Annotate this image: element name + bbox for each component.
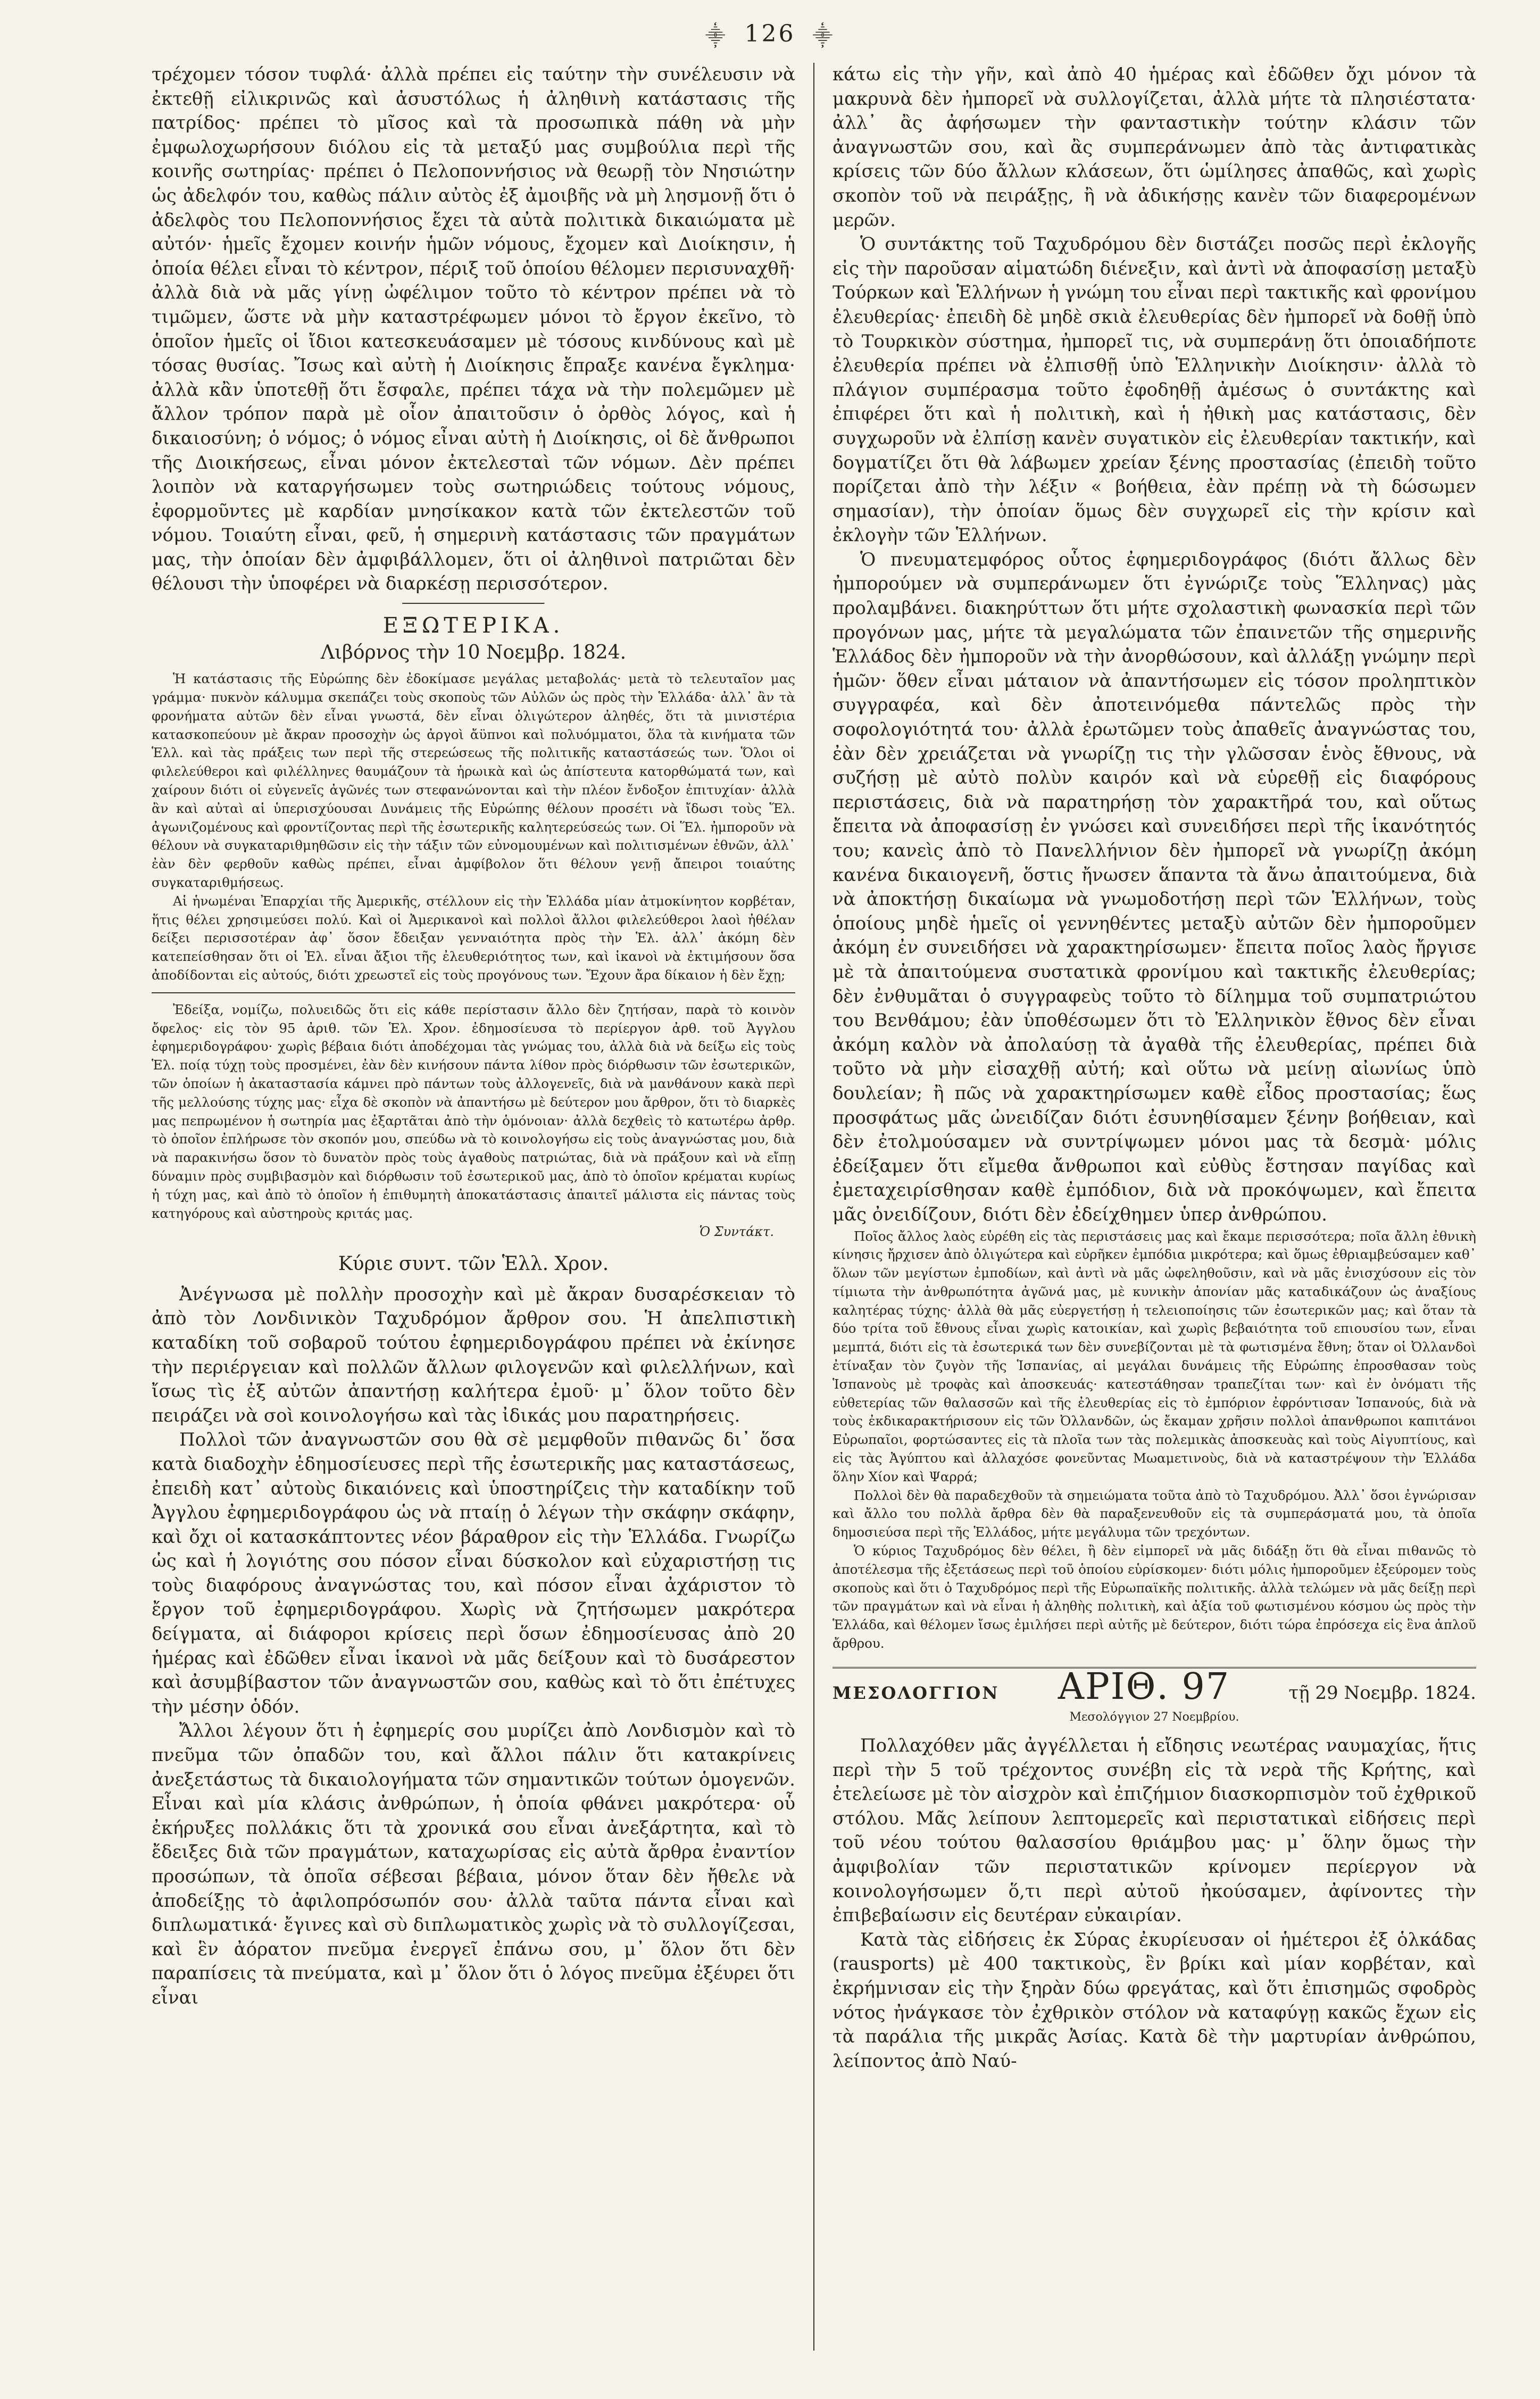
news-paragraph: Κατὰ τὰς εἰδήσεις ἐκ Σύρας ἐκυρίευσαν οἱ ἡμέτεροι ἐξ ὁλκάδας (rausports) μὲ 400 τακτικοὺς, ἓν βρίκι καὶ μίαν κορβέταν, καὶ ἐκρήμνισαν εἰς τὴν ξηρὰν δύω φρεγάτας, καὶ ὅτι ἐπισημῶς σφοδρὸς νότος ἠνάγκασε τὸν ἐχθρικὸν στόλον νὰ καταφύγῃ κακῶς ἔχων εἰς τὰ παράλια τῆς μικρᾶς Ἀσίας. Κατὰ δὲ τὴν μαρτυρίαν ἀνθρώπου, λείποντος ἀπὸ Ναύ- bbox=[833, 1929, 1476, 2072]
foreign-news-paragraph: Αἱ ἡνωμέναι Ἐπαρχίαι τῆς Ἀμερικῆς, στέλλουν εἰς τὴν Ἑλλάδα μίαν ἀτμοκίνητον κορβέταν, ἥτις θέλει χρησιμεύσει πολύ. Καὶ οἱ Ἀμερικανοὶ καὶ πολλοὶ ἄλλοι φιλελεύθεροι λαοὶ ἠθέλαν δείξει περισσοτέραν ἀφ᾽ ὅσον ἔδειξαν γενναιότητα πρὸς τὴν Ἑλ. ἀλλ᾽ ἀκόμη δὲν κατεπείσθησαν ὅτι οἱ Ἑλ. εἶναι ἄξιοι τῆς ἐλευθεριότητος των, καὶ ἱκανοὶ νὰ ἐκτιμήσουν ὅσα ἀποδίδονται εἰς αὐτούς, διότι χρεωστεῖ εἰς τοὺς προγόνους των. Ἔχουν ἄρα δίκαιον ἡ δὲν ἔχῃ; bbox=[152, 893, 795, 983]
letter-paragraph: Πολλοὶ τῶν ἀναγνωστῶν σου θὰ σὲ μεμφθοῦν πιθανῶς δι᾽ ὅσα κατὰ διαδοχὴν ἐδημοσίευσες περὶ τῆς ἐσωτερικῆς μας καταστάσεως, ἐπειδὴ κατ᾽ αὐτοὺς δικαιόνεις καὶ ὑποστηρίζεις τὴν καταδίκην τοῦ Ἀγγλου ἐφημεριδογράφου ὡς νὰ πταίῃ ὁ λέγων τὴν σκάφην σκάφην, καὶ ὄχι οἱ κατασκάπτοντες νέον βάραθρον εἰς τὴν Ἑλλάδα. Γνωρίζω ὡς καὶ ἡ λογιότης σου πόσον εἶναι δύσκολον καὶ εὐχαριστήσῃ τις τοὺς διαφόρους ἀναγνώστας του, καὶ πόσον εἶναι ἀχάριστον τὸ ἔργον τοῦ ἐφημεριδογράφου. Χωρὶς νὰ ζητήσωμεν μακρότερα δείγματα, αἱ διάφοροι κρίσεις περὶ ὅσων ἐδημοσίευσας ἀπὸ 20 ἡμέρας καὶ ἐδῶθεν εἶναι ἱκανοὶ νὰ μᾶς δείξουν καὶ τὸ δυσάρεστον καὶ ἀσυμβίβαστον τῶν ἀναγνωστῶν σου, καθὼς καὶ τὸ ὅτι ἐπέτυχες τὴν μέσην ὁδόν. bbox=[152, 1429, 795, 1717]
page-header bbox=[0, 20, 1540, 57]
dateline: Λιβόρνος τὴν 10 Νοεμβρ. 1824. bbox=[320, 641, 627, 663]
masthead-date: τῇ 29 Νοεμβρ. 1824. bbox=[1288, 1682, 1476, 1704]
divider bbox=[152, 992, 795, 993]
note-paragraph: Ὁ κύριος Ταχυδρόμος δὲν θέλει, ἢ δὲν εἰμπορεῖ νὰ μᾶς διδάξῃ ὅτι θὰ εἶναι πιθανῶς τὸ ἀποτέλεσμα τῆς ἐξετάσεως περὶ τοῦ ὁποίου εὑρίσκομεν· διότι μόλις ἠμποροῦμεν ἐξεύρομεν τοὺς σκοποὺς καὶ ὅτι ὁ Ταχυδρόμος περὶ τῆς Εὐρωπαϊκῆς πολιτικῆς. ἀλλὰ τελώμεν νὰ μᾶς δείξῃ περὶ τῶν πραγμάτων καὶ νὰ εἶναι ἡ ἀληθὴς πολιτικὴ, καὶ ἀξία τοῦ φωτισμένου κόσμου ὡς πρὸς τὴν Ἑλλάδα, καὶ θέλομεν ἴσως ἐμιλήσει περὶ αὐτῆς μὲ δεύτερον, διότι τώρα ἐπρόσεχα εἰς ἓνα ἁπλοῦ ἄρθρου. bbox=[833, 1543, 1476, 1651]
note-paragraph: Ποῖος ἄλλος λαὸς εὑρέθη εἰς τὰς περιστάσεις μας καὶ ἔκαμε περισσότερα; ποῖα ἄλλη ἐθνικὴ κίνησις ἤρχισεν ἀπὸ ὀλιγώτερα καὶ εὑρῆκεν ἐμπόδια μικρότερα; καὶ ὅμως ἐθριαμβεύσαμεν καθ᾽ ὅλων τῶν μεγίστων ἐμποδίων, καὶ ἀντὶ νὰ μᾶς ὠφεληθοῦσιν, καὶ νὰ μᾶς ἐνισχύσουν εἰς τὸν τίμιωτα τὴν ἀνθρωπότητα ἀγῶνά μας, μὲ κυνικὴν ἀπονίαν μᾶς καταδικάζουν ὡς ἀναξίους καλητέρας τύχης· ἀλλὰ θὰ μᾶς εὐεργετήσῃ ἡ τελειοποίησις τῶν ἐσωτερικῶν μας; καὶ ὅταν τὰ δύο τρίτα τοῦ ἔθνους εἶναι χωρὶς κατοικίαν, καὶ χωρὶς βεβαιότητα τοῦ επιουσίου των, εἶναι μεμπτά, διότι εἰς τὰ ἐσωτερικά των δὲν συνεβίζονται μὲ τὰ φωτισμένα ἔθνη; ὅταν οἱ Ὀλλανδοὶ ἐτίναξαν τὸν ζυγὸν τῆς Ἱσπανίας, αἱ μεγάλαι δυνάμεις τῆς Εὐρώπης ἐπροσθασαν τοὺς Ἱσπανοὺς μὲ τροφὰς καὶ ἀποσκευάς· κατεστάθησαν τραπεζίται των· καὶ ἐν ὀνόματι τῆς εὐθετερίας τῶν θαλασσῶν καὶ τῆς ἐλευθερίας εἰς τὸ ἐμπόριον ἐφρόντισαν Ἱσπανούς, διὰ νὰ τοὺς ἐκδικαρακτήρισουν εἰς τῶν Ὀλλανδῶν, ὡς ἔκαμαν χρῆσιν πολλοὶ ἀπανθρωποι καπιτάνοι Εὐρωπαῖοι, φορτώσαντες εἰς τὰ πλοῖα των τὰς πολεμικὰς ἀποσκευὰς καὶ τοὺς Αἰγυπτίους, καὶ εἰς τὰς Ἀγύπτου καὶ ἀλλαχόσε φονεῦντας Μωαμετινοὺς, διὰ νὰ καταστρέψουν τὴν Ἑλλάδα ὅλην Χίον καὶ Ψαρρά; bbox=[833, 1228, 1476, 1484]
foreign-news bbox=[152, 670, 795, 985]
news-paragraph: Πολλαχόθεν μᾶς ἀγγέλλεται ἡ εἴδησις νεωτέρας ναυμαχίας, ἥτις περὶ τὴν 5 τοῦ τρέχοντος συνέβη εἰς τὰ νερὰ τῆς Κρήτης, καὶ ἐτελείωσε μὲ τὸν αἰσχρὸν καὶ ἐπιζήμιον διασκορπισμὸν τοῦ ἐχθρικοῦ στόλου. Μᾶς λείπουν λεπτομερεῖς καὶ περιστατικαὶ εἰδήσεις περὶ τοῦ νέου τούτου θαλασσίου θριάμβου μας· μ᾽ ὅλην ὅμως τὴν ἀμφιβολίαν τῶν περιστατικῶν κρίνομεν περίεργον νὰ κοινολογήσωμεν ὅ,τι περὶ αὐτοῦ ἠκούσαμεν, ἀφίνοντες τὴν ἐπιβεβαίωσιν εἰς δευτέραν εὐκαιρίαν. bbox=[833, 1735, 1476, 1927]
page-number: 126 bbox=[744, 20, 796, 47]
masthead bbox=[833, 1667, 1476, 1706]
masthead-city: ΜΕΣΟΛΟΓΓΙΟΝ bbox=[833, 1682, 1000, 1703]
article-paragraph: Ὁ συντάκτης τοῦ Ταχυδρόμου δὲν διστάζει ποσῶς περὶ ἐκλογῆς εἰς τὴν παροῦσαν αἱματώδη διένεξιν, καὶ ἀντὶ νὰ ἀποφασίσῃ μεταξὺ Τούρκων καὶ Ἑλλήνων ἡ γνώμη του εἶναι περὶ τακτικῆς καὶ φρονίμου ἐλευθερίας· ἐπειδὴ δὲ μηδὲ σκιὰ ἐλευθερίας δὲν ἠμπορεῖ νὰ δοθῇ ὑπὸ τὸ Τουρκικὸν σύστημα, ἠμπορεῖ τις, νὰ συμπεράνῃ ὅτι ὁποιαδήποτε ἐλευθερία πρέπει νὰ ἐλπισθῇ ὑπὸ Ἑλληνικὴν Διοίκησιν· ἀλλὰ τὸ πλάγιον συμπέρασμα τοῦτο ἐφοδηθῇ ἀμέσως ὁ συντάκτης καὶ ἐπιφέρει ὅτι καὶ ἡ πολιτικὴ, καὶ ἡ ἠθικὴ μας κατάστασις, δὲν συγχωροῦν νὰ ἐλπίσῃ κανὲν συγατικὸν εἰς ἐλευθερίαν τακτικήν, καὶ δογματίζει ὅτι θὰ λάβωμεν χρείαν ξένης προστασίας (ἐπειδὴ τοῦτο πορίζεται ἀπὸ τὴν λέξιν « βοήθεια, ἐὰν πρέπῃ νὰ τὴ δώσωμεν σημασίαν), τὴν ὁποίαν ὅμως δὲν συγχωρεῖ εἰς τὴν κρίσιν καὶ ἐκλογὴν τῶν Ἑλλήνων. bbox=[833, 234, 1476, 546]
editorial-note-paragraph: Ἐδείξα, νομίζω, πολυειδῶς ὅτι εἰς κάθε περίστασιν ἄλλο δὲν ζητήσαν, παρὰ τὸ κοινὸν ὄφελος· εἰς τὸν 95 ἀριθ. τῶν Ἑλ. Χρον. ἐδημοσίευσα τὸ περίεργον ἀρθ. τοῦ Ἀγγλου ἐφημεριδογράφου· χωρὶς βέβαια διότι ἀποδέχομαι τὰς γνώμας του, ἀλλὰ διὰ νὰ δείξω εἰς τοὺς Ἑλ. ποίᾳ τύχῃ τοὺς προσμένει, ἐὰν δὲν κινήσουν πάντα λίθον πρὸς διόρθωσιν τῶν ἐσωτερικῶν, τῶν ὁποίων ἡ ἀκαταστασία κάμνει πρὸ πάντων τοὺς ἀλλογενεῖς, διὰ νὰ μανθάνουν κακὰ περὶ τῆς μελλούσης τύχης μας· εἶχα δὲ σκοπὸν νὰ ἀπαντήσω μὲ δεύτερον μου ἄρθρον, ὅτι τὸ διαρκὲς μας πεπρωμένον ἡ σωτηρία μας ἐξαρτᾶται ἀπὸ τὴν ὁμόνοιαν· ἀλλὰ δεχθεὶς τὸ κατωτέρω ἀρθρ. τὸ ὁποῖον ἐπλήρωσε τὸν σκοπόν μου, σπεύδω νὰ τὸ κοινολογήσω εἰς τοὺς ἀναγνώστας μου, διὰ νὰ παρακινήσω ὅσον τὸ δυνατὸν πρὸς τοὺς ἀγαθοὺς πατριώτας, διὰ νὰ πράξουν καὶ νὰ εἴπῃ δύναμιν πρὸς συμβιβασμὸν καὶ διόρθωσιν τοῦ ἐσωτερικοῦ μας, ἀπὸ τὸ ὁποῖον κρέμαται κυρίως ἡ τύχη μας, καὶ ἀπὸ τὸ ὁποῖον ἡ ἐπιθυμητὴ ἀποκατάστασις ἀπαιτεῖ μάλιστα εἰς πάντας τοὺς κατηγόρους καὶ αὐστηροὺς κριτάς μας. bbox=[152, 1001, 795, 1221]
editorial-note bbox=[152, 1001, 795, 1241]
masthead-subtitle: Μεσολόγγιον 27 Νοεμβρίου. bbox=[1069, 1711, 1239, 1724]
section-title: ΕΞΩΤΕΡΙΚΑ. bbox=[382, 613, 564, 638]
left-column bbox=[152, 63, 795, 2011]
foreign-news-paragraph: Ἡ κατάστασις τῆς Εὐρώπης δὲν ἐδοκίμασε μεγάλας μεταβολάς· μετὰ τὸ τελευταῖον μας γράμμα· πυκνὸν κάλυμμα σκεπάζει τοὺς σκοποὺς τῶν Αὐλῶν ὡς πρὸς τὴν Ἑλλάδα· ἀλλ᾽ ἂν τὰ φρονήματα αὐτῶν δὲν εἶναι γνωστά, δὲν εἶναι ὀλιγώτερον ἀληθές, ὅτι τὰ μινιστέρια κατασκοπεύουν μὲ ἄκραν προσοχὴν ὡς ἀργοὶ ἄϋπνοι καὶ πολυόμματοι, ὅλα τὰ κινήματα τῶν Ἑλλ. καὶ τὰς πράξεις των περὶ τῆς στερεώσεως τῆς πολιτικῆς καταστάσεώς των. Ὅλοι οἱ φιλελεύθεροι καὶ φιλέλληνες θαυμάζουν τὰ ἡρωικὰ καὶ ὡς ἀπίστευτα κατορθώματά των, καὶ χαίρουν διότι οἱ εὐγενεῖς ἀγῶνές των στεφανώνονται καὶ τὴν πλέον ἔνδοξον ἐπιτυχίαν· ἀλλὰ ἂν καὶ αὐταὶ αἱ ὑπερισχύουσαι Δυνάμεις τῆς Εὐρώπης θέλουν προσέτι νὰ ἴδωσι τοὺς Ἕλ. ἀγωνιζομένους καὶ φροντίζοντας περὶ τῆς ἐσωτερικῆς καλητερεύσεώς των. Οἱ Ἕλ. ἠμποροῦν νὰ θέλουν νὰ συγκαταριθμηθῶσιν εἰς τὴν τάξιν τῶν εὐνομουμένων καὶ πολιτισμένων ἐθνῶν, ἀλλ᾽ ἐὰν δὲν φερθοῦν καθὼς πρέπει, εἶναι ἀμφίβολον ὅτι θέλουν γενῇ ἄπειροι τοιαύτης συγκαταριθμήσεως. bbox=[152, 671, 795, 891]
letter-paragraph: Ἄλλοι λέγουν ὅτι ἡ ἐφημερίς σου μυρίζει ἀπὸ Λονδισμὸν καὶ τὸ πνεῦμα τῶν ὀπαδῶν του, καὶ ἄλλοι πάλιν ὅτι κατακρίνεις ἀνεξετάστως τὰ δικαιολογήματα τῶν σημαντικῶν τούτων ὁμογενῶν. Εἶναι καὶ μία κλάσις ἀνθρώπων, ἡ ὁποία φθάνει μακρότερα· οὗ ἐκήρυξες πολλάκις ὅτι τὰ χρονικά σου εἶναι ἀνεξάρτητα, καὶ τὸ ἔδειξες διὰ τῶν πραγμάτων, καταχωρίσας εἰς αὐτὰ ἄρθρα ἐναντίον προσώπων, τὰ ὁποῖα σέβεσαι βέβαια, μόνον ὅταν δὲν ἤθελε νὰ ἀποδείξῃς τὸ ἀφιλοπρόσωπόν σου· ἀλλὰ ταῦτα πάντα εἶναι καὶ διπλωματικά· ἔγινες καὶ σὺ διπλωματικὸς χωρὶς νὰ τὸ συλλογίζεσαι, καὶ ἓν ἀόρατον πνεῦμα ἐνεργεῖ ἐπάνω σου, μ᾽ ὅλον ὅτι δὲν παραπίσεις τὰ πνεύματα, καὶ μ᾽ ὅλον ὅτι ὁ λόγος πνεῦμα ἐξέυρει ὅτι εἶναι bbox=[152, 1720, 795, 2008]
article-paragraph: Ὁ πνευματεμφόρος οὗτος ἐφημεριδογράφος (διότι ἄλλως δὲν ἠμπορούμεν νὰ συμπεράνωμεν ὅτι ἐγνώριζε τοὺς Ἕλληνας) μὰς προλαμβάνει. διακηρύττων ὅτι μήτε σχολαστικὴ φωνασκία περὶ τῶν προγόνων μας, μήτε τὰ μεγαλώματα τῶν ἐπαινετῶν τῆς σημερινῆς Ἑλλάδος δὲν ἠμποροῦν νὰ τὴν ἀνορθώσουν, καὶ ἀλλάξῃ γνώμην περὶ ἡμῶν· ὅθεν εἶναι μάταιον νὰ ἀπαντήσωμεν εἰς τόσον προληπτικὸν συγγραφέα, καὶ δὲν ἀποτεινόμεθα πάντελῶς πρὸς τὴν σοφολογιότητά του· ἀλλὰ ἐρωτῶμεν τοὺς ἀπαθεῖς ἀναγνώστας του, ἐὰν δὲν χρειάζεται νὰ γνωρίζῃ τις τὴν γλῶσσαν ἑνὸς ἔθνους, νὰ συζήσῃ μὲ αὐτὸ πολὺν καιρόν καὶ νὰ εὑρεθῇ εἰς διαφόρους περιστάσεις, διὰ νὰ παρατηρήσῃ τὸν χαρακτῆρά του, καὶ οὕτως ἔπειτα νὰ ἀποφασίσῃ ἐν γνώσει καὶ συνειδήσει περὶ τῆς ἱκανότητός του; κανεὶς ἀπὸ τὸ Πανελλήνιον δὲν ἠμπορεῖ νὰ γνωρίζῃ ἀκόμη κανένα δικαιογενῆ, ὅστις ἤνωσεν ἅπαντα τὰ ἄνω ἀπαιτούμενα, διὰ νὰ ἀποκτήσῃ δικαίωμα νὰ γνωμοδοτήσῃ περὶ τῶν Ἑλλήνων, τοὺς ὁποίους μηδὲ ἡμεῖς οἱ γεννηθέντες μεταξὺ αὐτῶν δὲν ἠμποροῦμεν ἀκόμη ἐν συνειδήσει νὰ χαρακτηρίσωμεν· ἔπειτα ποῖος λαὸς ἤργισε μὲ τὰ ἀπαιτούμενα συστατικὰ φρονίμου καὶ τακτικῆς ἐλευθερίας; δὲν ἐνθυμᾶται ὁ συγγραφεὺς τοῦτο τὸ δίλημμα τοῦ συμπατριώτου του Βενθάμου; ἐὰν ὑποθέσωμεν ὅτι τὸ Ἑλληνικὸν ἔθνος δὲν εἶναι ἀκόμη καλὸν νὰ ἀπολαύσῃ τὰ ἀγαθὰ τῆς ἐλευθερίας, πρέπει διὰ τοῦτο νὰ μὴν εἰσαχθῇ αὐτή; καὶ οὕτω νὰ μείνῃ αἰωνίως ὑπὸ δουλείαν; ἢ πῶς νὰ χαρακτηρίσωμεν καθὲ εἶδος προστασίας; ἕως προσφάτως μᾶς ὠνειδίζαν διότι ἐσυνηθίσαμεν ξένην βοήθειαν, καὶ δὲν ἐτολμούσαμεν νὰ συντρίψωμεν μόνοι μας τὰ δεσμὰ· μόλις ἐδείξαμεν ὅτι εἴμεθα ἄνθρωποι καὶ εὐθὺς ἔστησαν παγίδας καὶ ἐμεταχειρίσθησαν καθὲ ἐμπόδιον, διὰ νὰ προκόψωμεν, καὶ ἔπειτα μᾶς ὀνειδίζουν, διότι δὲν ἐδείχθημεν ὑπερ ἀνθρώπου. bbox=[833, 549, 1476, 1225]
masthead-number: ΑΡΙΘ. 97 bbox=[1058, 1665, 1230, 1708]
right-column bbox=[833, 63, 1476, 2073]
continuation-paragraph: κάτω εἰς τὴν γῆν, καὶ ἀπὸ 40 ἡμέρας καὶ ἐδῶθεν ὄχι μόνον τὰ μακρυνὰ δὲν ἠμπορεῖ νὰ συλλογίζεται, ἀλλὰ μήτε τὰ πλησιέστατα· ἀλλ᾽ ἂς ἀφήσωμεν τὴν φανταστικὴν τούτην κλάσιν τῶν ἀναγνωστῶν σου, καὶ ἂς συμπεράνωμεν ἀπὸ τὰς ἀντιφατικὰς κρίσεις τῶν δύο ἄλλων κλάσεων, ὅτι ὡμίλησες ἀπαθῶς, καὶ χωρὶς σκοπὸν τοῦ νὰ πειράξῃς, ἢ νὰ ἀδικήσῃς κανὲν τῶν διαφερομένων μερῶν. bbox=[833, 64, 1476, 231]
note-paragraph: Πολλοὶ δὲν θὰ παραδεχθοῦν τὰ σημειώματα τοῦτα ἀπὸ τὸ Ταχυδρόμου. Ἀλλ᾽ ὅσοι ἐγνώρισαν καὶ ἄλλο του πολλὰ ἄρθρα δὲν θὰ παραξενευθοῦν εἰς τὰ συμπεράσματά μου, τὰ ὁποῖα δημοσιεύσα περὶ τῆς Ἑλλάδος, μήτε μεγάλυμα τῶν τρεχόντων. bbox=[833, 1487, 1476, 1540]
section-divider bbox=[402, 603, 545, 604]
notes bbox=[833, 1227, 1476, 1653]
letter-title: Κύριε συντ. τῶν Ἑλλ. Χρον. bbox=[338, 1253, 609, 1275]
ornament-left-icon: ⸎ bbox=[705, 26, 728, 47]
column-divider bbox=[813, 63, 814, 2351]
ornament-right-icon: ⸎ bbox=[812, 26, 835, 47]
signature: Ὁ Συντάκτ. bbox=[699, 1224, 774, 1240]
letter-paragraph: Ἀνέγνωσα μὲ πολλὴν προσοχὴν καὶ μὲ ἄκραν δυσαρέσκειαν τὸ ἀπὸ τὸν Λονδινικὸν Ταχυδρόμον ἄρθρον σου. Ἡ ἀπελπιστικὴ καταδίκη τοῦ σοβαροῦ τούτου ἐφημεριδογράφου πρέπει νὰ ἐκίνησε τὴν περιέργειαν καὶ πολλῶν ἄλλων φιλογενῶν καὶ φιλελλήνων, καὶ ἴσως τὶς ἐξ αὐτῶν ἀπαντήσῃ καλήτερα ἐμοῦ· μ᾽ ὅλον τοῦτο δὲν πειράζει νὰ σοὶ κοινολογήσω καὶ τὰς ἰδικάς μου παρατηρήσεις. bbox=[152, 1283, 795, 1426]
opening-paragraph: τρέχομεν τόσον τυφλά· ἀλλὰ πρέπει εἰς ταύτην τὴν συνέλευσιν νὰ ἐκτεθῇ εἰλικρινῶς καὶ ἀσυστόλως ἡ ἀληθινὴ κατάστασις τῆς πατρίδος· πρέπει τὸ μῖσος καὶ τὰ προσωπικὰ πάθη νὰ μὴν ἐμφωλοχωρήσουν διόλου εἰς τὰ μεταξύ μας συμβούλια περὶ τῆς κοινῆς σωτηρίας· πρέπει ὁ Πελοποννήσιος νὰ θεωρῇ τὸν Νησιώτην ὡς ἀδελφόν του, καθὼς πάλιν αὐτὸς ἐξ ἀμοιβῆς νὰ μὴ λησμονῇ ὅτι ὁ ἀδελφὸς του Πελοποννήσιος ἔχει τὰ αὐτὰ πολιτικὰ δικαιώματα μὲ αὐτόν· ἡμεῖς ἔχομεν κοινήν ἡμῶν νόμους, ἔχομεν καὶ Διοίκησιν, ἡ ὁποία θέλει εἶναι τὸ κέντρον, πέριξ τοῦ ὁποίου θέλομεν περισυναχθῆ· ἀλλὰ διὰ νὰ μᾶς γίνῃ ὠφέλιμον τοῦτο τὸ κέντρον πρέπει νὰ τὸ τιμῶμεν, ὥστε νὰ μὴν καταστρέφωμεν μόνοι τὸ ἔργον ἐκεῖνο, τὸ ὁποῖον ἡμεῖς οἱ ἴδιοι κατεσκευάσαμεν μὲ τόσους κινδύνους καὶ μὲ τόσας θυσίας. Ἴσως καὶ αὐτὴ ἡ Διοίκησις ἔπραξε κανένα ἔγκλημα· ἀλλὰ κἂν ὑποτεθῇ ὅτι ἔσφαλε, πρέπει τάχα νὰ τὴν πολεμῶμεν μὲ ἄλλον τρόπον παρὰ μὲ οἷον ἀπαιτοῦσιν ὁ ὀρθὸς λόγος, καὶ ἡ δικαιοσύνη; ὁ νόμος; ὁ νόμος εἶναι αὐτὴ ἡ Διοίκησις, οἱ δὲ ἄνθρωποι τῆς Διοικήσεως, εἶναι μόνον ἐκτελεσταὶ τῶν νόμων. Δὲν πρέπει λοιπὸν νὰ καταργήσωμεν τοὺς σωτηριώδεις τούτους νόμους, ἐφορμοῦντες μὲ καρδίαν μνησίκακον κατὰ τῶν ἐκτελεστῶν τοῦ νόμου. Τοιαύτη εἶναι, φεῦ, ἡ σημερινὴ κατάστασις τῶν πραγμάτων μας, τὴν ὁποίαν δὲν ἀμφιβάλλομεν, ὅτι οἱ ἀληθινοὶ πατριῶται δὲν θέλουσι τὴν ὑποφέρει νὰ διαρκέσῃ περισσότερον. bbox=[152, 64, 795, 595]
